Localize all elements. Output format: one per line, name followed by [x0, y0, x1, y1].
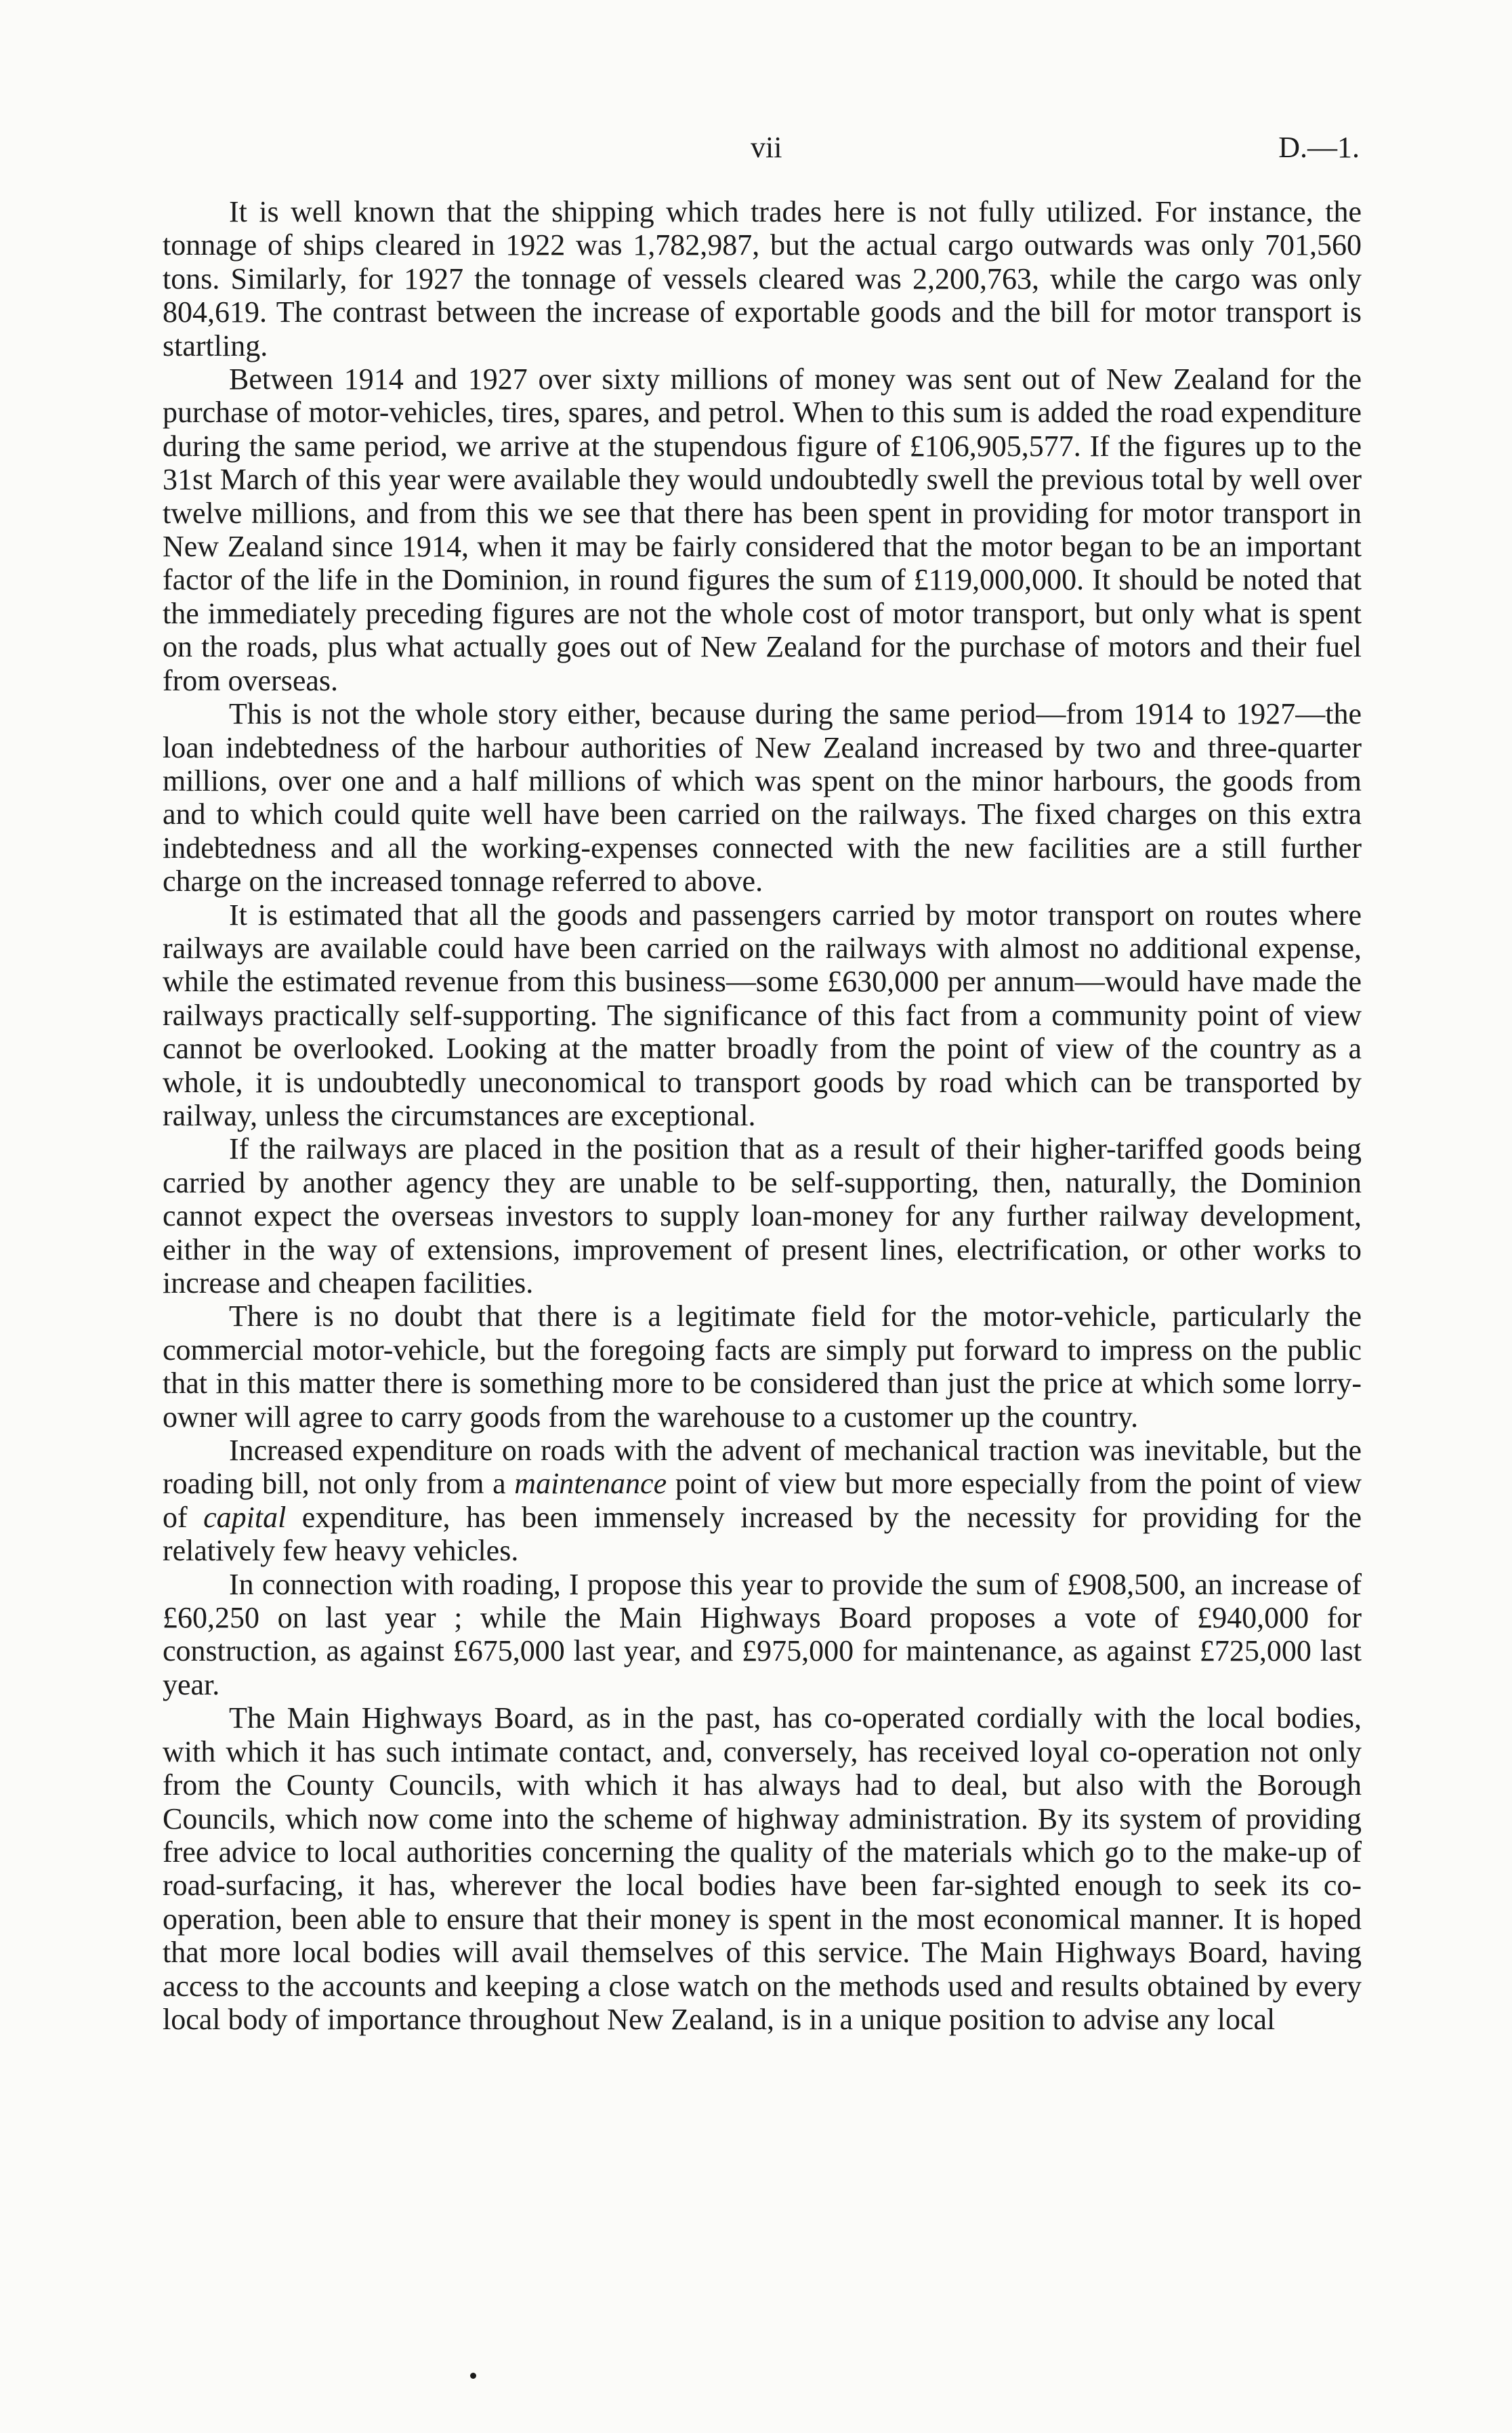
paragraph-motor-expenditure: Between 1914 and 1927 over sixty millions of money was sent out of New Zealand for the purchase of motor-vehicles, tires, spares, and petrol. When to this sum is added the road expenditure during the same period, we arrive at the stupendous figure of £106,905,577. If the figures up to the 31st March of this year were available they would undoubtedly swell the previous total by well over twelve millions, and from this we see that there has been spent in providing for motor transport in New Zealand since 1914, when it may be fairly considered that the motor began to be an important factor of the life in the Dominion, in round figures the sum of £119,000,000. It should be noted that the immediately preceding figures are not the whole cost of motor transport, but only what is spent on the roads, plus what actually goes out of New Zealand for the purchase of motors and their fuel from overseas. — [163, 362, 1362, 697]
paragraph-roading-bill — [163, 1434, 1362, 1568]
emphasis-maintenance: maintenance — [514, 1467, 667, 1501]
paragraph-legitimate-field: There is no doubt that there is a legitimate field for the motor-vehicle, particularly the commercial motor-vehicle, but the foregoing facts are simply put forward to impress on the public that in this matter there is something more to be considered than just the price at which some lorry-owner will agree to carry goods from the warehouse to a customer up the country. — [163, 1299, 1362, 1434]
paragraph-main-highways-board: The Main Highways Board, as in the past, has co-operated cordially with the local bodies, with which it has such intimate contact, and, conversely, has received loyal co-operation not only from the County Councils, with which it has always had to deal, but also with the Borough Councils, which now come into the scheme of highway administration. By its system of providing free advice to local authorities concerning the quality of the materials which go to the make-up of road-surfacing, it has, wherever the local bodies have been far-sighted enough to seek its co-operation, been able to ensure that their money is spent in the most economical manner. It is hoped that more local bodies will avail themselves of this service. The Main Highways Board, having access to the accounts and keeping a close watch on the methods used and results obtained by every local body of importance throughout New Zealand, is in a unique position to advise any local — [163, 1701, 1362, 2036]
roading-text-1: Increased expenditure on roads with the advent of mechanical traction was inevitable, but the roading bill, not only from a — [163, 1434, 1362, 1501]
paragraph-roading-vote: In connection with roading, I propose this year to provide the sum of £908,500, an increase of £60,250 on last year ; while the Main Highways Board proposes a vote of £940,000 for construction, as against £675,000 last year, and £975,000 for maintenance, as against £725,000 last year. — [163, 1567, 1362, 1701]
roading-text-3: expenditure, has been immensely increased by the necessity for providing for the relatively few heavy vehicles. — [163, 1500, 1362, 1568]
paragraph-harbour-indebtedness: This is not the whole story either, because during the same period—from 1914 to 1927—the loan indebtedness of the harbour authorities of New Zealand increased by two and three-quarter millions, over one and a half millions of which was spent on the minor harbours, the goods from and to which could quite well have been carried on the railways. The fixed charges on this extra indebtedness and all the working-expenses connected with the new facilities are a still further charge on the increased tonnage referred to above. — [163, 697, 1362, 898]
emphasis-capital: capital — [203, 1500, 287, 1534]
paragraph-self-supporting: If the railways are placed in the position that as a result of their higher-tariffed goods being carried by another agency they are unable to be self-supporting, then, naturally, the Dominion cannot expect the overseas investors to supply loan-money for any further railway development, either in the way of extensions, improvement of present lines, electrification, or other works to increase and cheapen facilities. — [163, 1132, 1362, 1299]
document-reference: D.—1. — [1278, 131, 1360, 164]
roading-text-2: point of view but more especially from the point of view of — [163, 1467, 1362, 1534]
paragraph-railway-revenue: It is estimated that all the goods and passengers carried by motor transport on routes where railways are available could have been carried on the railways with almost no additional expense, while the estimated revenue from this business—some £630,000 per annum—would have made the railways practically self-supporting. The significance of this fact from a community point of view cannot be overlooked. Looking at the matter broadly from the point of view of the country as a whole, it is undoubtedly uneconomical to transport goods by road which can be transported by railway, unless the circumstances are exceptional. — [163, 898, 1362, 1132]
bullet-mark — [470, 2373, 476, 2379]
paragraph-shipping: It is well known that the shipping which trades here is not fully utilized. For instance, the tonnage of ships cleared in 1922 was 1,782,987, but the actual cargo outwards was only 701,560 tons. Similarly, for 1927 the tonnage of vessels cleared was 2,200,763, while the cargo was only 804,619. The contrast between the increase of exportable goods and the bill for motor transport is startling. — [163, 195, 1362, 362]
page-number: vii — [751, 131, 782, 164]
body-text — [163, 195, 1362, 2036]
